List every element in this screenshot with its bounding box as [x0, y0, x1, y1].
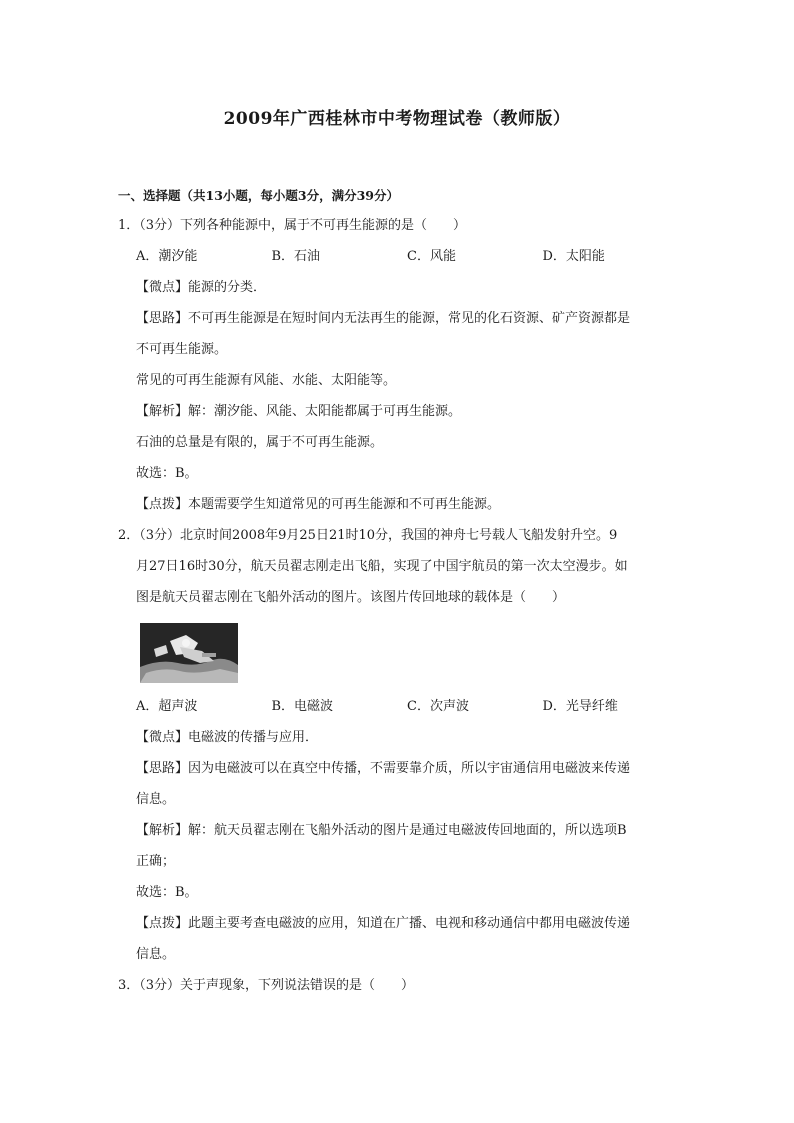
question-2-stem-2: 月27日16时30分，航天员翟志刚走出飞船，实现了中国宇航员的第一次太空漫步。如: [136, 559, 628, 574]
label-point: 【微点】: [136, 730, 189, 745]
q1-option-b: B．石油: [271, 249, 321, 264]
q2-idea-text-1: 因为电磁波可以在真空中传播，不需要靠介质，所以宇宙通信用电磁波来传递: [188, 761, 631, 776]
q1-analysis-text-2: 石油的总量是有限的，属于不可再生能源。: [136, 435, 384, 450]
q1-option-a: A．潮汐能: [136, 249, 198, 264]
q2-idea-text-2: 信息。: [136, 792, 176, 807]
label-analysis: 【解析】: [136, 404, 189, 419]
q2-option-d: D．光导纤维: [542, 699, 618, 714]
q1-idea-text-3: 常见的可再生能源有风能、水能、太阳能等。: [136, 373, 397, 388]
q2-analysis: [118, 815, 678, 846]
q1-point-text: 能源的分类．: [188, 280, 267, 295]
q1-option-d: D．太阳能: [542, 249, 605, 264]
q1-option-c: C．风能: [407, 249, 456, 264]
q1-tip-text: 本题需要学生知道常见的可再生能源和不可再生能源。: [188, 497, 501, 512]
question-2-options: [118, 691, 678, 722]
q1-point: [118, 272, 678, 303]
q1-idea-text-2: 不可再生能源。: [136, 342, 228, 357]
section-heading: 一、选择题（共13小题，每小题3分，满分39分）: [118, 188, 399, 203]
q1-tip: [118, 489, 678, 520]
q2-tip-text-1: 此题主要考查电磁波的应用，知道在广播、电视和移动通信中都用电磁波传递: [188, 916, 631, 931]
question-2-stem-3: 图是航天员翟志刚在飞船外活动的图片。该图片传回地球的载体是（ ）: [136, 590, 566, 605]
q1-analysis: [118, 396, 678, 427]
question-1-options: [118, 241, 678, 272]
label-point: 【微点】: [136, 280, 189, 295]
q2-tip-text-2: 信息。: [136, 947, 176, 962]
label-idea: 【思路】: [136, 311, 189, 326]
question-2-stem-1: 2．（3分）北京时间2008年9月25日21时10分，我国的神舟七号载人飞船发射升空。9: [118, 528, 618, 543]
question-1-stem: 1．（3分）下列各种能源中，属于不可再生能源的是（ ）: [118, 218, 467, 233]
q2-point-text: 电磁波的传播与应用．: [188, 730, 319, 745]
label-tip: 【点拨】: [136, 916, 189, 931]
q2-option-b: B．电磁波: [271, 699, 334, 714]
q2-idea: [118, 753, 678, 784]
q2-option-a: A．超声波: [136, 699, 198, 714]
q1-idea-text-1: 不可再生能源是在短时间内无法再生的能源，常见的化石资源、矿产资源都是: [188, 311, 631, 326]
q2-analysis-text-1: 解：航天员翟志刚在飞船外活动的图片是通过电磁波传回地面的，所以选项B: [188, 823, 627, 838]
q1-idea: [118, 303, 678, 334]
label-idea: 【思路】: [136, 761, 189, 776]
label-tip: 【点拨】: [136, 497, 189, 512]
question-3-stem: 3．（3分）关于声现象，下列说法错误的是（ ）: [118, 978, 415, 993]
document-body: [118, 210, 678, 1001]
q2-option-c: C．次声波: [407, 699, 469, 714]
q2-tip: [118, 908, 678, 939]
q2-analysis-text-2: 正确；: [136, 854, 176, 869]
q2-answer: 故选：B。: [136, 885, 198, 900]
document-title: 2009年广西桂林市中考物理试卷（教师版）: [223, 109, 571, 129]
label-analysis: 【解析】: [136, 823, 189, 838]
q1-answer: 故选：B。: [136, 466, 198, 481]
q1-analysis-text-1: 解：潮汐能、风能、太阳能都属于可再生能源。: [188, 404, 462, 419]
astronaut-spacewalk-image: [140, 623, 238, 683]
q2-point: [118, 722, 678, 753]
